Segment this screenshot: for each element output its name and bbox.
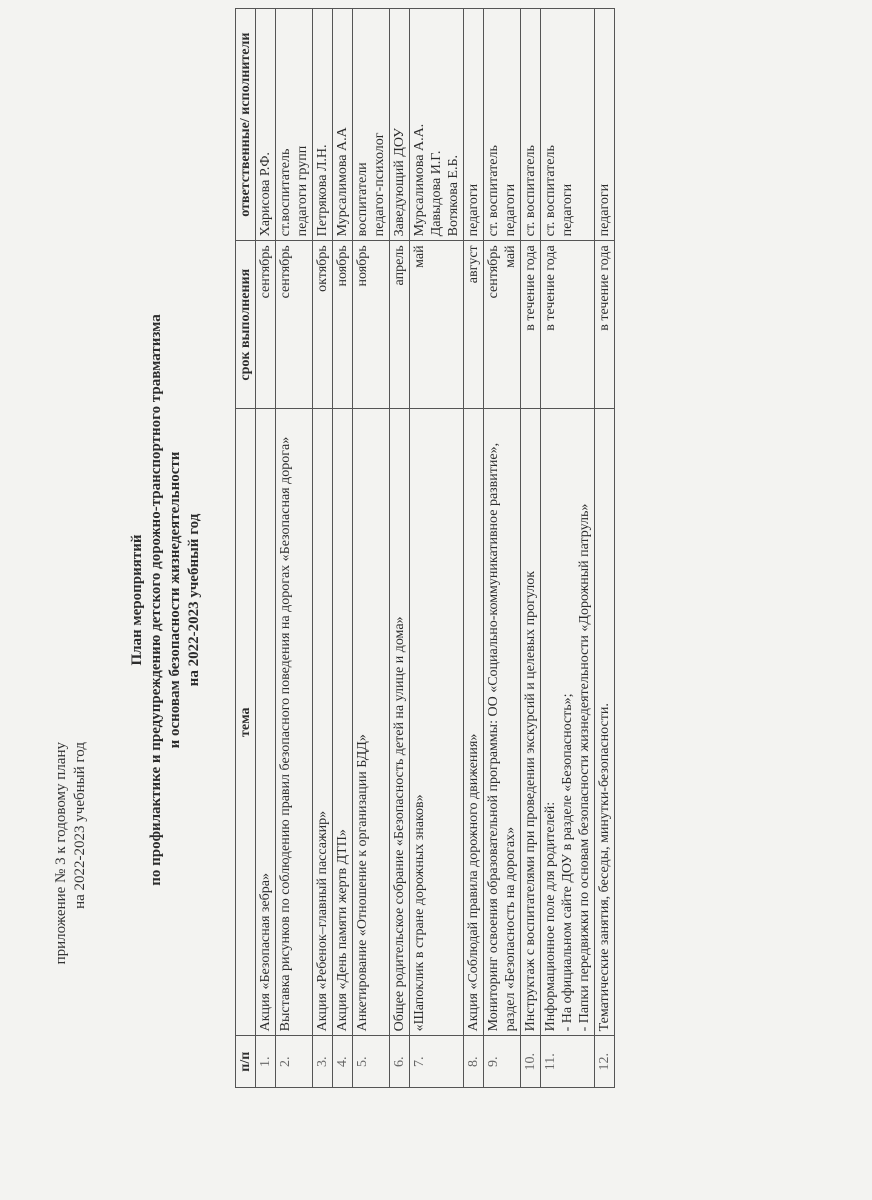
row-responsible — [333, 9, 353, 241]
row-responsible — [276, 9, 313, 241]
row-topic — [256, 409, 276, 1036]
row-number: 8. — [464, 1036, 484, 1088]
table-row — [541, 9, 595, 1088]
row-topic-line: Акция «Безопасная зебра» — [258, 873, 273, 1032]
row-term — [333, 241, 353, 409]
row-term-line: в течение года — [597, 245, 612, 331]
row-term — [521, 241, 541, 409]
row-topic — [390, 409, 410, 1036]
row-term-line: апрель — [392, 245, 407, 286]
title-line-4: на 2022-2023 учебный год — [186, 513, 202, 687]
row-responsible — [410, 9, 464, 241]
row-responsible — [595, 9, 615, 241]
row-topic-line: Информационное поле для родителей: — [543, 801, 558, 1032]
row-responsible-line: педагоги — [560, 183, 575, 237]
row-responsible-line: Заведующий ДОУ — [392, 127, 407, 237]
row-responsible-line: воспитатели — [355, 162, 370, 237]
row-responsible-line: Харисова Р.Ф. — [258, 152, 273, 237]
annex-note — [52, 742, 90, 964]
annex-line-1: приложение № 3 к годовому плану — [53, 742, 69, 965]
row-term — [484, 241, 521, 409]
table-row — [410, 9, 464, 1088]
row-topic — [521, 409, 541, 1036]
header-num: п/п — [236, 1036, 256, 1088]
table-row — [333, 9, 353, 1088]
row-responsible — [464, 9, 484, 241]
row-responsible-line: Петрякова Л.Н. — [315, 144, 330, 237]
row-responsible-line: педагог-психолог — [372, 132, 387, 237]
title-line-3: и основам безопасности жизнедеятельности — [167, 451, 183, 749]
row-topic — [464, 409, 484, 1036]
row-responsible-line: ст. воспитатель — [486, 145, 501, 237]
row-topic-line: Тематические занятия, беседы, минутки-безопасности. — [597, 703, 612, 1032]
row-responsible — [390, 9, 410, 241]
row-term-line: сентябрь — [486, 245, 501, 299]
row-responsible-line: Мурсалимова А.А — [335, 127, 350, 237]
table-header-row — [236, 9, 256, 1088]
row-number: 2. — [276, 1036, 313, 1088]
row-topic-line: Выставка рисунков по соблюдению правил безопасного поведения на дорогах «Безопасная дорога» — [278, 436, 293, 1032]
row-term-line: май — [503, 245, 518, 268]
row-responsible-line: Давыдова И.Г. — [429, 150, 444, 237]
title-line-2: по профилактике и предупреждению детского дорожно-транспортного травматизма — [148, 314, 164, 886]
row-responsible-line: педагоги — [466, 183, 481, 237]
row-responsible-line: педагоги групп — [295, 145, 310, 237]
row-term-line: август — [466, 245, 481, 284]
row-responsible — [484, 9, 521, 241]
row-topic — [595, 409, 615, 1036]
row-number: 6. — [390, 1036, 410, 1088]
row-term — [541, 241, 595, 409]
row-responsible — [541, 9, 595, 241]
row-topic-line: Акция «Ребенок–главный пассажир» — [315, 810, 330, 1032]
row-term — [256, 241, 276, 409]
row-term-line: ноябрь — [355, 245, 370, 287]
row-term-line: май — [412, 245, 427, 268]
row-term-line: сентябрь — [258, 245, 273, 299]
table-row — [276, 9, 313, 1088]
row-responsible-line: ст.воспитатель — [278, 148, 293, 237]
row-topic-line: Инструктаж с воспитателями при проведении экскурсий и целевых прогулок — [523, 570, 538, 1032]
row-topic-line: Акция «Соблюдай правила дорожного движения» — [466, 733, 481, 1032]
table-row — [256, 9, 276, 1088]
table-row — [484, 9, 521, 1088]
row-term-line: в течение года — [523, 245, 538, 331]
row-responsible — [313, 9, 333, 241]
row-responsible-line: ст. воспитатель — [523, 145, 538, 237]
row-number: 1. — [256, 1036, 276, 1088]
row-topic-line: Анкетирование «Отношение к организации БДД» — [355, 734, 370, 1032]
header-resp: ответственные/ исполнители — [236, 9, 256, 241]
table-row — [390, 9, 410, 1088]
document-title — [128, 50, 204, 1150]
row-topic — [541, 409, 595, 1036]
row-responsible-line: ст. воспитатель — [543, 145, 558, 237]
row-term — [313, 241, 333, 409]
annex-line-2: на 2022-2023 учебный год — [72, 742, 88, 909]
table-row — [353, 9, 390, 1088]
header-topic: тема — [236, 409, 256, 1036]
row-number: 7. — [410, 1036, 464, 1088]
row-term — [276, 241, 313, 409]
row-responsible — [521, 9, 541, 241]
row-term — [390, 241, 410, 409]
row-number: 3. — [313, 1036, 333, 1088]
table-row — [464, 9, 484, 1088]
row-responsible-line: Вотякова Е.Б. — [446, 154, 461, 237]
title-line-1: План мероприятий — [129, 534, 145, 666]
row-number: 4. — [333, 1036, 353, 1088]
row-term — [353, 241, 390, 409]
row-number: 12. — [595, 1036, 615, 1088]
row-term-line: сентябрь — [278, 245, 293, 299]
row-topic — [484, 409, 521, 1036]
row-term — [595, 241, 615, 409]
row-responsible — [256, 9, 276, 241]
table-row — [313, 9, 333, 1088]
header-term: срок выполнения — [236, 241, 256, 409]
row-term — [464, 241, 484, 409]
row-topic-line: Акция «День памяти жертв ДТП» — [335, 829, 350, 1032]
row-topic — [333, 409, 353, 1036]
row-topic — [353, 409, 390, 1036]
row-responsible-line: педагоги — [597, 183, 612, 237]
row-responsible-line: педагоги — [503, 183, 518, 237]
row-number: 10. — [521, 1036, 541, 1088]
table-row — [521, 9, 541, 1088]
row-topic-line: Общее родительское собрание «Безопасность детей на улице и дома» — [392, 616, 407, 1032]
row-term-line: ноябрь — [335, 245, 350, 287]
row-number: 11. — [541, 1036, 595, 1088]
row-responsible — [353, 9, 390, 241]
row-topic-line: Мониторинг освоения образовательной программы: ОО «Социально-коммуникативное развитие», раздел «Безопасность на дорогах» — [486, 442, 518, 1032]
row-number: 9. — [484, 1036, 521, 1088]
table-row — [595, 9, 615, 1088]
row-term-line: в течение года — [543, 245, 558, 331]
row-topic-line: «Шапоклик в стране дорожных знаков» — [412, 794, 427, 1032]
row-topic — [410, 409, 464, 1036]
row-responsible-line: Мурсалимова А.А. — [412, 123, 427, 237]
row-number: 5. — [353, 1036, 390, 1088]
row-topic-line: - На официальном сайте ДОУ в разделе «Безопасность»; — [560, 693, 575, 1032]
row-topic — [276, 409, 313, 1036]
row-term — [410, 241, 464, 409]
table-body — [256, 9, 615, 1088]
events-table — [235, 8, 615, 1088]
row-term-line: октябрь — [315, 245, 330, 292]
row-topic — [313, 409, 333, 1036]
row-topic-line: - Папки передвижки по основам безопасности жизнедеятельности «Дорожный патруль» — [577, 503, 592, 1032]
